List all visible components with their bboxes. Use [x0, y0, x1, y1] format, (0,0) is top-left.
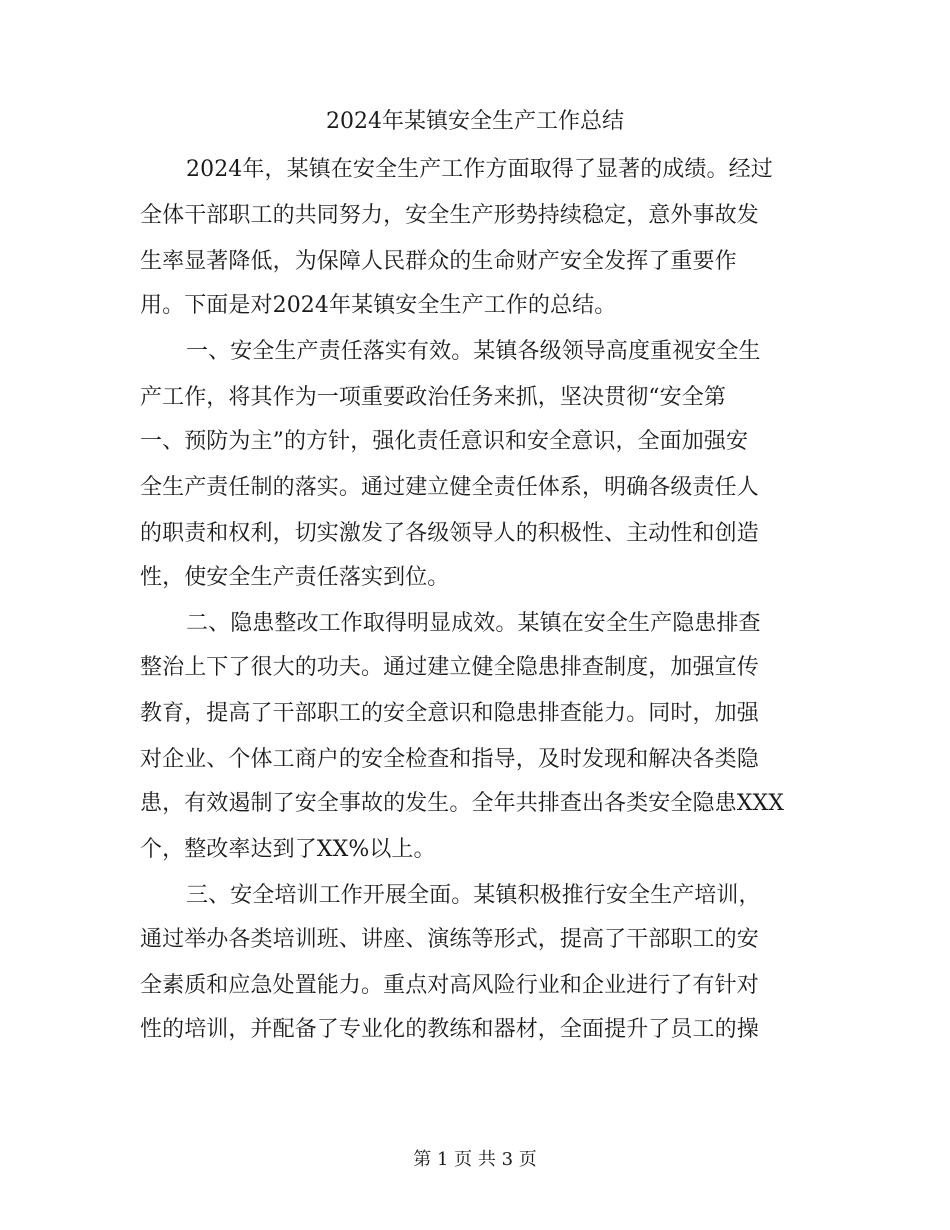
- document-title: 2024年某镇安全生产工作总结: [326, 109, 624, 134]
- paragraph-2-line-6: 性，使安全生产责任落实到位。: [140, 565, 450, 590]
- paragraph-3-line-3: 教育，提高了干部职工的安全意识和隐患排查能力。同时，加强: [140, 701, 759, 726]
- paragraph-3-line-4: 对企业、个体工商户的安全检查和指导，及时发现和解决各类隐: [140, 747, 759, 772]
- paragraph-2-line-2: 产工作，将其作为一项重要政治任务来抓，坚决贯彻“安全第: [140, 385, 726, 410]
- paragraph-3-line-2: 整治上下了很大的功夫。通过建立健全隐患排查制度，加强宣传: [140, 655, 759, 680]
- paragraph-3-line-5: 患，有效遏制了安全事故的发生。全年共排查出各类安全隐患XXX: [140, 791, 784, 816]
- paragraph-4-line-1: 三、安全培训工作开展全面。某镇积极推行安全生产培训，: [186, 883, 761, 908]
- paragraph-3-line-6: 个，整改率达到了XX%以上。: [140, 837, 436, 862]
- paragraph-1-line-3: 生率显著降低，为保障人民群众的生命财产安全发挥了重要作: [140, 249, 737, 274]
- paragraph-2-line-3: 一、预防为主”的方针，强化责任意识和安全意识，全面加强安: [140, 429, 749, 454]
- paragraph-1-line-2: 全体干部职工的共同努力，安全生产形势持续稳定，意外事故发: [140, 203, 759, 228]
- paragraph-3-line-1: 二、隐患整改工作取得明显成效。某镇在安全生产隐患排查: [186, 611, 761, 636]
- paragraph-2-line-5: 的职责和权利，切实激发了各级领导人的积极性、主动性和创造: [140, 521, 759, 546]
- paragraph-1-line-1: 2024年，某镇在安全生产工作方面取得了显著的成绩。经过: [186, 157, 773, 182]
- paragraph-4-line-3: 全素质和应急处置能力。重点对高风险行业和企业进行了有针对: [140, 973, 759, 998]
- paragraph-2-line-4: 全生产责任制的落实。通过建立健全责任体系，明确各级责任人: [140, 475, 759, 500]
- paragraph-1-line-4: 用。下面是对2024年某镇安全生产工作的总结。: [140, 293, 617, 318]
- paragraph-2-line-1: 一、安全生产责任落实有效。某镇各级领导高度重视安全生: [186, 339, 761, 364]
- paragraph-4-line-4: 性的培训，并配备了专业化的教练和器材，全面提升了员工的操: [140, 1017, 759, 1042]
- paragraph-4-line-2: 通过举办各类培训班、讲座、演练等形式，提高了干部职工的安: [140, 927, 759, 952]
- page-footer: 第 1 页 共 3 页: [413, 1149, 537, 1170]
